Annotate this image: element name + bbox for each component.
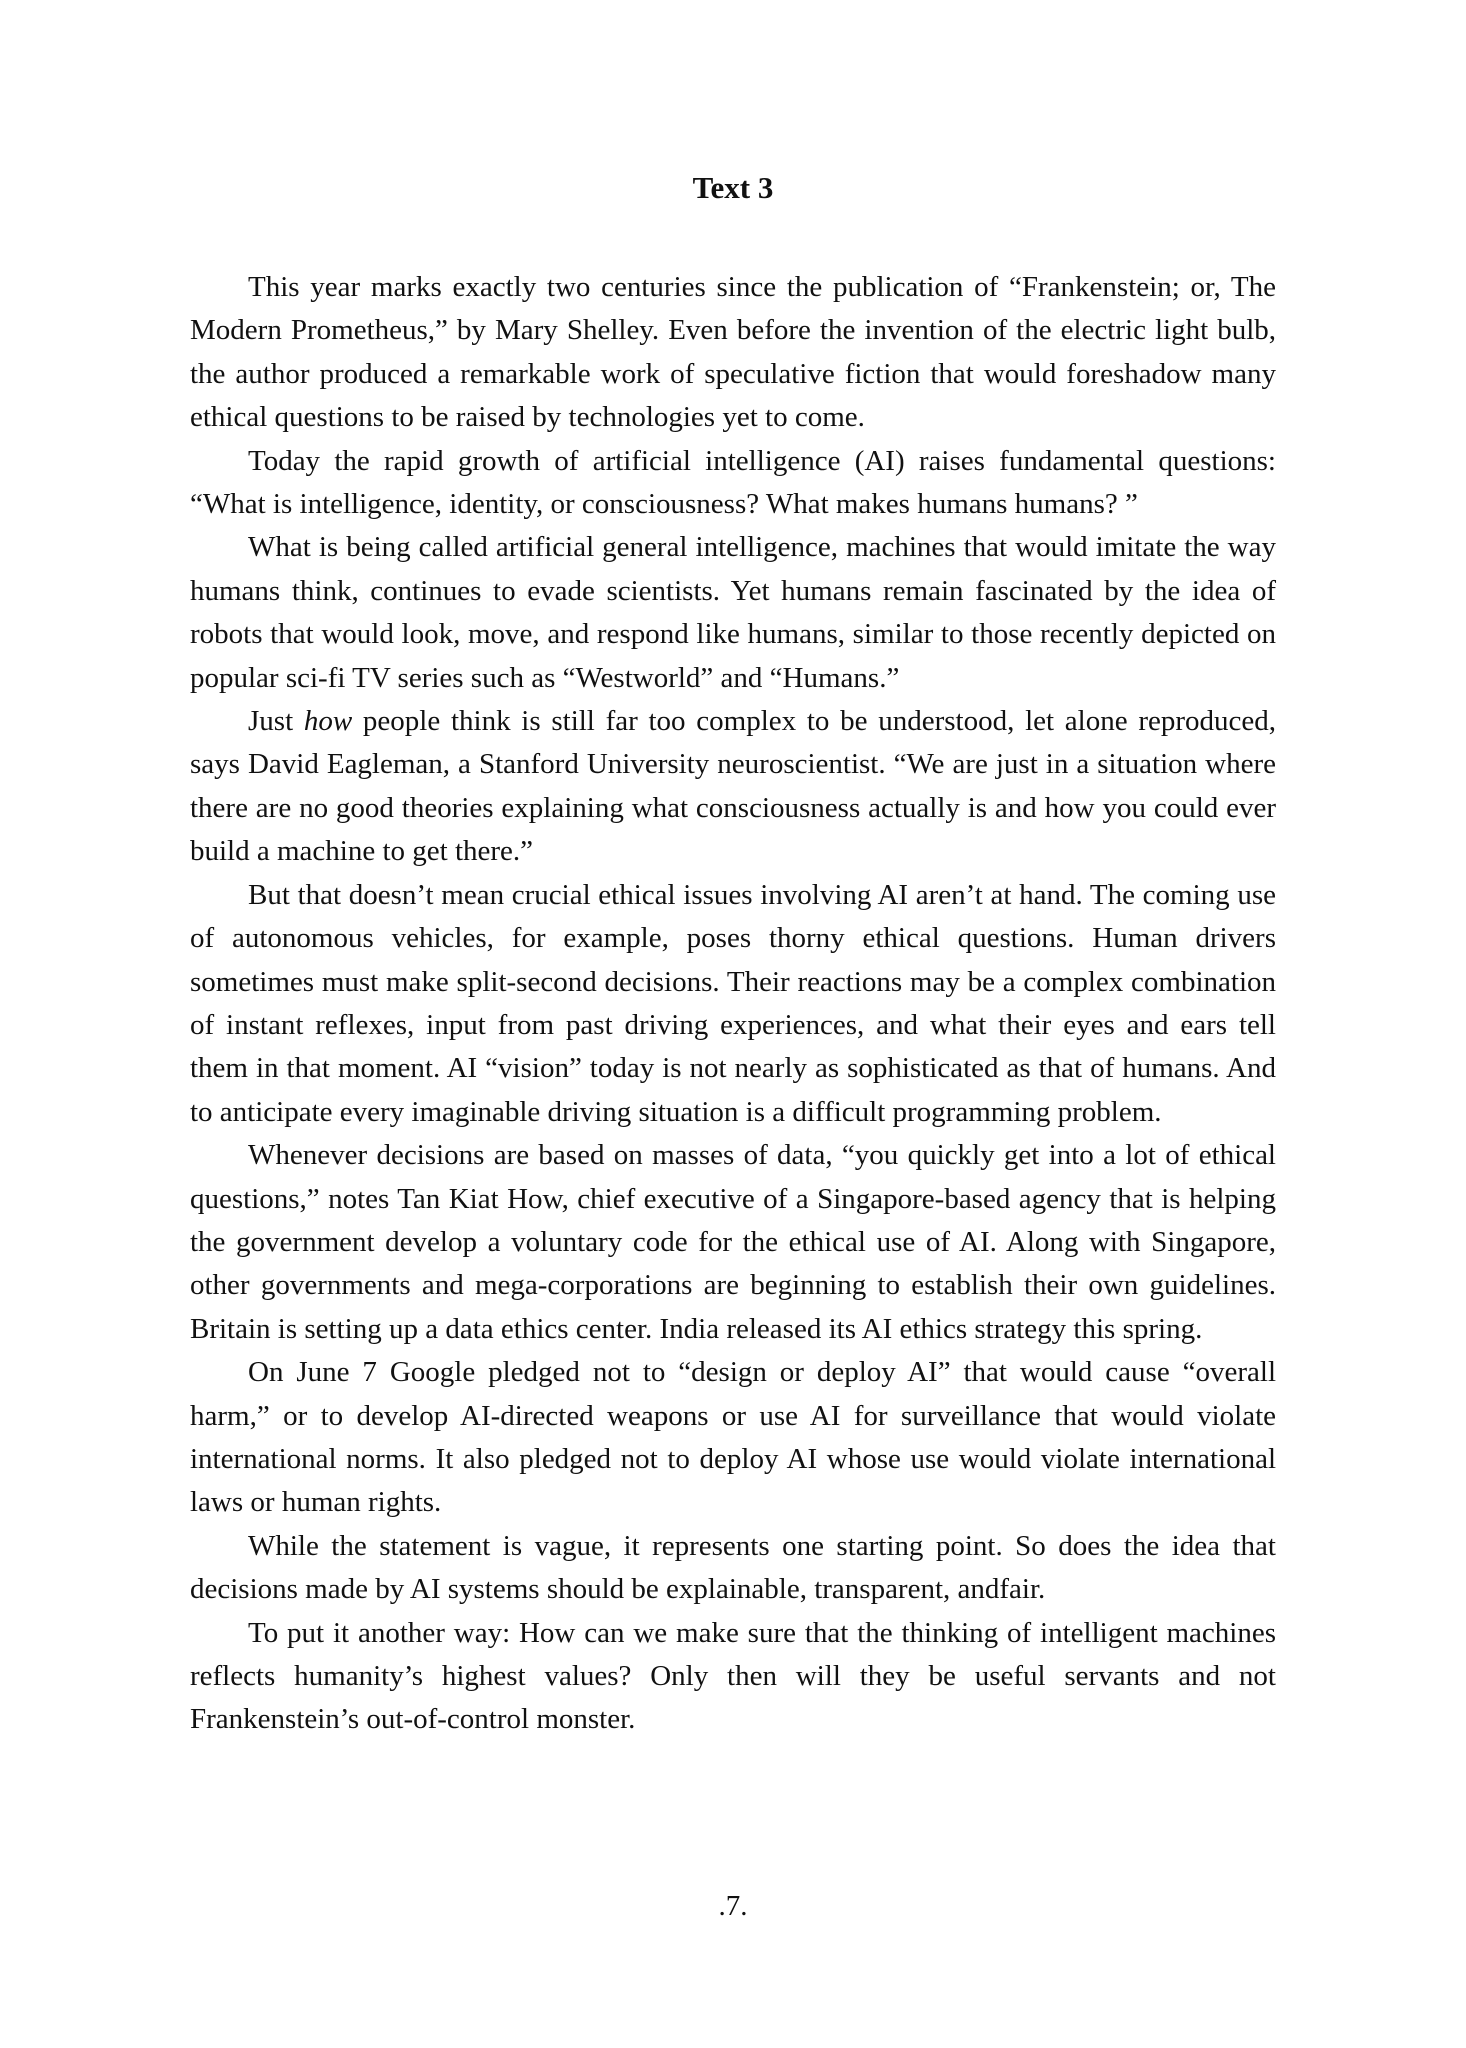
- paragraph-8: While the statement is vague, it represents one starting point. So does the idea that decisions made by AI systems should be explainable, transparent, andfair.: [190, 1529, 1276, 1606]
- paragraph-9: To put it another way: How can we make sure that the thinking of intelligent machines reflects humanity’s highest values? Only then will they be useful servants and not Frankenstein’s out-of-control monster.: [190, 1616, 1276, 1736]
- paragraph-1: This year marks exactly two centuries since the publication of “Frankenstein; or, The Modern Prometheus,” by Mary Shelley. Even before the invention of the electric light bulb, the author produced a remarkable work of speculative fiction that would foreshadow many ethical questions to be raised by technologies yet to come.: [190, 271, 1276, 434]
- paragraph-4-rest: people think is still far too complex to be understood, let alone reproduced, says David Eagleman, a Stanford University neuroscientist. “We are just in a situation where there are no good theories explaining what consciousness actually is and how you could ever build a machine to get there.”: [190, 705, 1276, 868]
- document-title: Text 3: [692, 170, 774, 205]
- page-number: .7.: [718, 1890, 748, 1922]
- paragraph-4: [190, 700, 1276, 874]
- paragraph-2: Today the rapid growth of artificial intelligence (AI) raises fundamental questions: “What is intelligence, identity, or consciousness? What makes humans humans? ”: [190, 444, 1276, 521]
- document-body: [190, 266, 1276, 1742]
- paragraph-7: On June 7 Google pledged not to “design or deploy AI” that would cause “overall harm,” or to develop AI-directed weapons or use AI for surveillance that would violate international norms. It also pledged not to deploy AI whose use would violate international laws or human rights.: [190, 1356, 1276, 1519]
- paragraph-4-lead: Just: [248, 705, 304, 738]
- paragraph-5: But that doesn’t mean crucial ethical issues involving AI aren’t at hand. The coming use of autonomous vehicles, for example, poses thorny ethical questions. Human drivers sometimes must make split-second decisions. Their reactions may be a complex combination of instant reflexes, input from past driving experiences, and what their eyes and ears tell them in that moment. AI “vision” today is not nearly as sophisticated as that of humans. And to anticipate every imaginable driving situation is a difficult programming problem.: [190, 878, 1276, 1128]
- paragraph-4-italic-word: how: [303, 705, 353, 738]
- paragraph-6: Whenever decisions are based on masses of data, “you quickly get into a lot of ethical questions,” notes Tan Kiat How, chief executive of a Singapore-based agency that is helping the government develop a voluntary code for the ethical use of AI. Along with Singapore, other governments and mega-corporations are beginning to establish their own guidelines. Britain is setting up a data ethics center. India released its AI ethics strategy this spring.: [190, 1139, 1276, 1345]
- paragraph-3: What is being called artificial general intelligence, machines that would imitate the way humans think, continues to evade scientists. Yet humans remain fascinated by the idea of robots that would look, move, and respond like humans, similar to those recently depicted on popular sci-fi TV series such as “Westworld” and “Humans.”: [190, 531, 1276, 694]
